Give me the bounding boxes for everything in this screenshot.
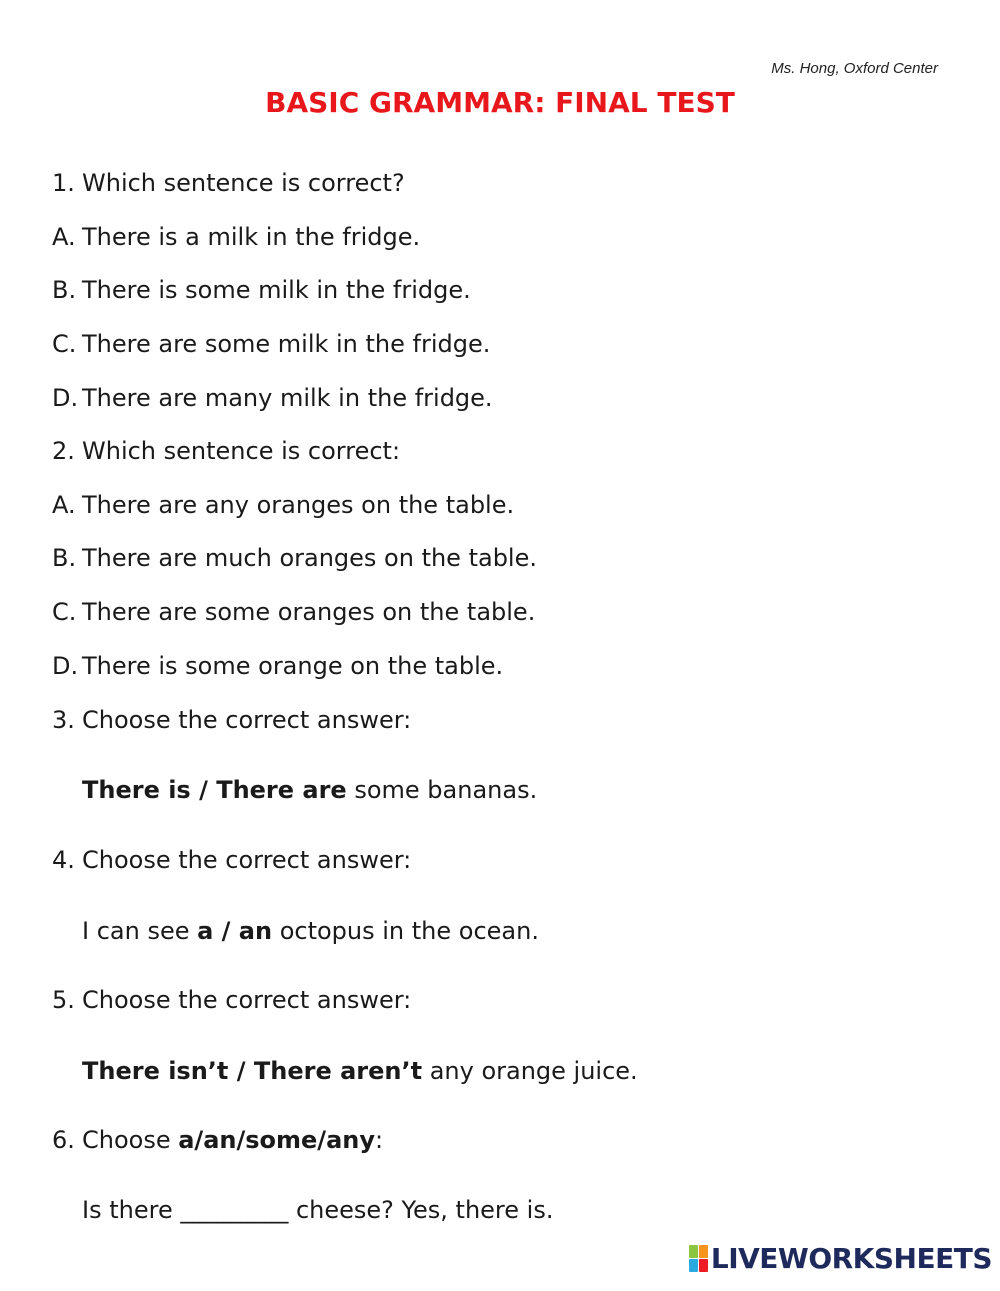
q6-sentence[interactable] — [82, 1195, 553, 1225]
question-number: 6. — [52, 1126, 75, 1154]
q1-option-d[interactable] — [52, 383, 493, 413]
question-text-end: : — [375, 1126, 384, 1154]
q2-option-b[interactable] — [52, 543, 537, 573]
sentence-text: any orange juice. — [422, 1057, 638, 1085]
question-number: 3. — [52, 706, 75, 734]
liveworksheets-logo — [689, 1242, 992, 1275]
q4-sentence[interactable] — [82, 916, 539, 946]
q1-option-a[interactable] — [52, 222, 420, 252]
sentence-text: octopus in the ocean. — [272, 917, 539, 945]
question-number: 1. — [52, 169, 75, 197]
logo-square-icon — [689, 1245, 698, 1258]
question-text: Which sentence is correct? — [82, 169, 405, 197]
option-text: There is some orange on the table. — [82, 652, 504, 680]
question-2 — [52, 436, 400, 466]
fill-in-sentence[interactable]: Is there _________ cheese? Yes, there is. — [82, 1196, 554, 1224]
logo-square-icon — [699, 1259, 708, 1272]
sentence-text: some bananas. — [346, 776, 538, 804]
option-label: D. — [52, 384, 79, 412]
question-text: Choose the correct answer: — [82, 846, 412, 874]
sentence-text: I can see — [82, 917, 198, 945]
logo-square-icon — [689, 1259, 698, 1272]
option-label: C. — [52, 330, 77, 358]
question-number: 4. — [52, 846, 75, 874]
option-label: A. — [52, 223, 76, 251]
choice-words[interactable]: a / an — [197, 917, 273, 945]
choice-words[interactable]: There isn’t / There aren’t — [82, 1057, 423, 1085]
option-label: B. — [52, 276, 77, 304]
question-number: 2. — [52, 437, 75, 465]
option-text: There is some milk in the fridge. — [82, 276, 471, 304]
question-1 — [52, 168, 405, 198]
q2-option-c[interactable] — [52, 597, 535, 627]
question-number: 5. — [52, 986, 75, 1014]
question-text: Choose the correct answer: — [82, 986, 412, 1014]
q2-option-a[interactable] — [52, 490, 514, 520]
option-label: C. — [52, 598, 77, 626]
question-4 — [52, 845, 411, 875]
option-text: There are some milk in the fridge. — [82, 330, 491, 358]
option-label: D. — [52, 652, 79, 680]
logo-mark-icon — [689, 1245, 708, 1272]
option-text: There are many milk in the fridge. — [82, 384, 493, 412]
logo-square-icon — [699, 1245, 708, 1258]
q3-sentence[interactable] — [82, 775, 537, 805]
option-label: A. — [52, 491, 76, 519]
question-text: Choose the correct answer: — [82, 706, 412, 734]
question-keywords: a/an/some/any — [178, 1126, 375, 1154]
option-text: There are much oranges on the table. — [82, 544, 537, 572]
q2-option-d[interactable] — [52, 651, 503, 681]
q5-sentence[interactable] — [82, 1056, 638, 1086]
option-text: There is a milk in the fridge. — [82, 223, 421, 251]
q1-option-c[interactable] — [52, 329, 490, 359]
question-text: Choose — [82, 1126, 179, 1154]
option-text: There are any oranges on the table. — [82, 491, 515, 519]
q1-option-b[interactable] — [52, 275, 471, 305]
page-title: BASIC GRAMMAR: FINAL TEST — [265, 86, 735, 119]
option-label: B. — [52, 544, 77, 572]
question-text: Which sentence is correct: — [82, 437, 401, 465]
question-3 — [52, 705, 411, 735]
question-6 — [52, 1125, 383, 1155]
question-5 — [52, 985, 411, 1015]
choice-words[interactable]: There is / There are — [82, 776, 347, 804]
author-credit: Ms. Hong, Oxford Center — [771, 60, 938, 77]
option-text: There are some oranges on the table. — [82, 598, 536, 626]
logo-text: LIVEWORKSHEETS — [710, 1242, 992, 1275]
